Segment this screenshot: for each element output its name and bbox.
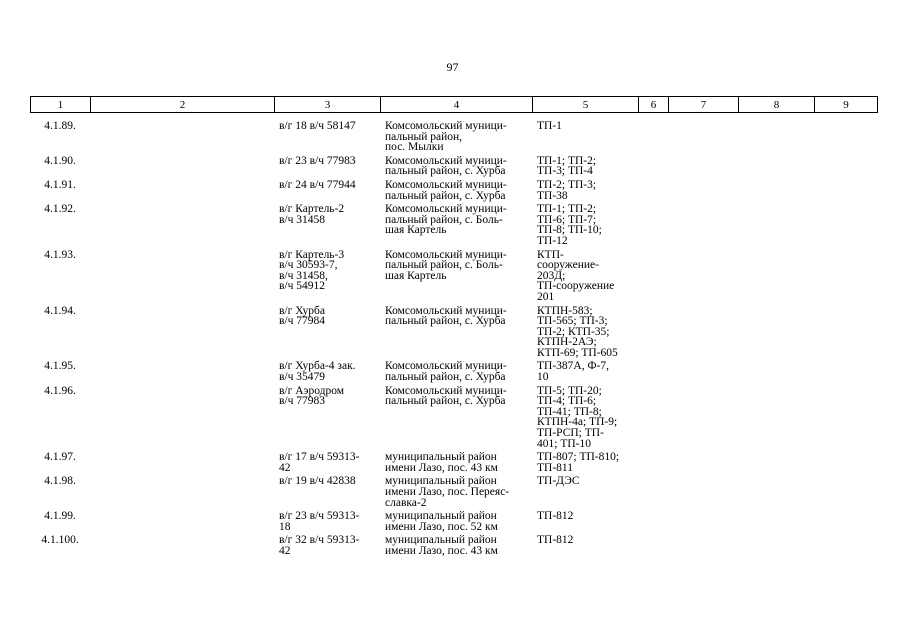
table-row — [30, 532, 877, 556]
transformer-substations-text: ТП-812 — [537, 534, 574, 547]
row-number-text: 4.1.89. — [44, 120, 76, 132]
cell-col-9 — [814, 358, 877, 382]
military-unit — [274, 177, 380, 201]
cell-col-8 — [738, 473, 814, 508]
location — [380, 473, 532, 508]
cell-col-9 — [814, 473, 877, 508]
row-number — [30, 118, 90, 153]
cell-col-8 — [738, 247, 814, 303]
location-text: муниципальный район имени Лазо, пос. Переяс- славка-2 — [385, 475, 510, 509]
location — [380, 358, 532, 382]
transformer-substations — [532, 303, 638, 359]
row-number — [30, 383, 90, 450]
row-number — [30, 473, 90, 508]
cell-col-2 — [90, 532, 274, 556]
transformer-substations — [532, 508, 638, 532]
row-number — [30, 358, 90, 382]
header-col-7: 7 — [669, 97, 739, 113]
location — [380, 303, 532, 359]
location — [380, 383, 532, 450]
row-number-text: 4.1.99. — [44, 510, 76, 523]
cell-col-9 — [814, 303, 877, 359]
row-number — [30, 449, 90, 473]
location — [380, 247, 532, 303]
transformer-substations-text: ТП-1; ТП-2; ТП-3; ТП-4 — [537, 154, 597, 178]
cell-col-7 — [668, 383, 738, 450]
header-col-8: 8 — [739, 97, 815, 113]
military-unit — [274, 532, 380, 556]
military-unit-text: в/г 19 в/ч 42838 — [279, 475, 356, 488]
cell-col-7 — [668, 247, 738, 303]
transformer-substations — [532, 473, 638, 508]
row-number-text: 4.1.91. — [44, 178, 76, 191]
cell-col-6 — [638, 118, 668, 153]
transformer-substations-text: ТП-387А, Ф-7, 10 — [537, 360, 610, 384]
transformer-substations-text: ТП-807; ТП-810; ТП-811 — [537, 451, 620, 474]
military-unit — [274, 153, 380, 177]
location — [380, 177, 532, 201]
location-text: муниципальный район имени Лазо, пос. 43 км — [385, 451, 498, 474]
cell-col-6 — [638, 358, 668, 382]
table-row — [30, 508, 877, 532]
transformer-substations-text: ТП-2; ТП-3; ТП-38 — [537, 178, 597, 202]
military-unit-text: в/г 24 в/ч 77944 — [279, 178, 356, 191]
cell-col-7 — [668, 201, 738, 246]
military-unit — [274, 358, 380, 382]
row-number-text: 4.1.100. — [41, 534, 79, 547]
cell-col-2 — [90, 118, 274, 153]
military-unit — [274, 473, 380, 508]
military-unit — [274, 201, 380, 246]
table-row — [30, 449, 877, 473]
row-number-text: 4.1.96. — [44, 384, 76, 397]
table-row — [30, 118, 877, 153]
cell-col-6 — [638, 473, 668, 508]
cell-col-9 — [814, 153, 877, 177]
cell-col-9 — [814, 532, 877, 556]
table-row — [30, 177, 877, 201]
location — [380, 449, 532, 473]
cell-col-8 — [738, 449, 814, 473]
row-number-text: 4.1.98. — [44, 475, 76, 488]
location-text: Комсомольский муници- пальный район, с. Боль- шая Картель — [385, 248, 507, 282]
transformer-substations — [532, 247, 638, 303]
military-unit-text: в/г Картель-3 в/ч 30593-7, в/ч 31458, в/ч 54912 — [279, 248, 345, 293]
military-unit-text: в/г Хурба в/ч 77984 — [279, 304, 326, 328]
header-col-2: 2 — [91, 97, 275, 113]
military-unit-text: в/г 23 в/ч 59313- 18 — [279, 510, 360, 533]
cell-col-2 — [90, 177, 274, 201]
cell-col-2 — [90, 358, 274, 382]
military-unit-text: в/г 32 в/ч 59313- 42 — [279, 534, 360, 557]
cell-col-8 — [738, 383, 814, 450]
cell-col-9 — [814, 118, 877, 153]
cell-col-7 — [668, 358, 738, 382]
transformer-substations — [532, 383, 638, 450]
table-row — [30, 153, 877, 177]
row-number-text: 4.1.92. — [44, 203, 76, 216]
table-row — [30, 358, 877, 382]
military-unit-text: в/г 18 в/ч 58147 — [279, 120, 356, 132]
transformer-substations — [532, 177, 638, 201]
military-unit-text: в/г 17 в/ч 59313- 42 — [279, 451, 360, 474]
cell-col-7 — [668, 532, 738, 556]
row-number — [30, 201, 90, 246]
military-unit-text: в/г Картель-2 в/ч 31458 — [279, 203, 345, 226]
transformer-substations — [532, 358, 638, 382]
cell-col-2 — [90, 201, 274, 246]
cell-col-6 — [638, 508, 668, 532]
cell-col-2 — [90, 303, 274, 359]
cell-col-8 — [738, 508, 814, 532]
location-text: Комсомольский муници- пальный район, с. Хурба — [385, 154, 507, 178]
military-unit — [274, 118, 380, 153]
location-text: Комсомольский муници- пальный район, с. Хурба — [385, 384, 507, 408]
header-col-9: 9 — [815, 97, 878, 113]
cell-col-8 — [738, 118, 814, 153]
transformer-substations — [532, 449, 638, 473]
cell-col-7 — [668, 303, 738, 359]
row-number — [30, 508, 90, 532]
cell-col-8 — [738, 303, 814, 359]
cell-col-9 — [814, 247, 877, 303]
row-number — [30, 303, 90, 359]
location — [380, 508, 532, 532]
transformer-substations — [532, 118, 638, 153]
row-number-text: 4.1.95. — [44, 360, 76, 373]
cell-col-6 — [638, 177, 668, 201]
table-row — [30, 303, 877, 359]
cell-col-9 — [814, 177, 877, 201]
cell-col-6 — [638, 449, 668, 473]
cell-col-8 — [738, 532, 814, 556]
transformer-substations-text: ТП-5; ТП-20; ТП-4; ТП-6; ТП-41; ТП-8; КТПН-4а; ТП-9; ТП-РСП; ТП- 401; ТП-10 — [537, 384, 618, 450]
location — [380, 118, 532, 153]
row-number-text: 4.1.94. — [44, 304, 76, 317]
row-number-text: 4.1.90. — [44, 154, 76, 167]
cell-col-2 — [90, 383, 274, 450]
location-text: Комсомольский муници- пальный район, с. Хурба — [385, 178, 507, 202]
cell-col-7 — [668, 177, 738, 201]
row-number-text: 4.1.93. — [44, 248, 76, 261]
transformer-substations-text: ТП-ДЭС — [537, 475, 580, 488]
table-header — [30, 96, 878, 113]
header-col-5: 5 — [533, 97, 639, 113]
cell-col-6 — [638, 247, 668, 303]
transformer-substations-text: ТП-812 — [537, 510, 574, 523]
cell-col-9 — [814, 383, 877, 450]
transformer-substations-text: ТП-1; ТП-2; ТП-6; ТП-7; ТП-8; ТП-10; ТП-12 — [537, 203, 602, 247]
location — [380, 532, 532, 556]
cell-col-2 — [90, 153, 274, 177]
military-unit-text: в/г 23 в/ч 77983 — [279, 154, 356, 167]
row-number — [30, 532, 90, 556]
cell-col-7 — [668, 118, 738, 153]
cell-col-8 — [738, 201, 814, 246]
cell-col-9 — [814, 449, 877, 473]
header-col-3: 3 — [275, 97, 381, 113]
location-text: Комсомольский муници- пальный район, с. Хурба — [385, 360, 507, 384]
row-number — [30, 247, 90, 303]
military-unit — [274, 303, 380, 359]
cell-col-8 — [738, 153, 814, 177]
cell-col-6 — [638, 201, 668, 246]
header-col-1: 1 — [31, 97, 91, 113]
location-text: Комсомольский муници- пальный район, с. Боль- шая Картель — [385, 203, 507, 237]
row-number-text: 4.1.97. — [44, 451, 76, 464]
transformer-substations-text: ТП-1 — [537, 120, 562, 132]
military-unit-text: в/г Хурба-4 зак. в/ч 35479 — [279, 360, 356, 384]
military-unit — [274, 508, 380, 532]
cell-col-8 — [738, 358, 814, 382]
cell-col-7 — [668, 153, 738, 177]
cell-col-2 — [90, 473, 274, 508]
military-unit — [274, 247, 380, 303]
cell-col-6 — [638, 303, 668, 359]
location-text: муниципальный район имени Лазо, пос. 52 км — [385, 510, 498, 533]
table-body — [30, 118, 877, 557]
cell-col-2 — [90, 247, 274, 303]
transformer-substations-text: КТПН-583; ТП-565; ТП-3; ТП-2; КТП-35; КТПН-2АЭ; КТП-69; ТП-605 — [537, 304, 618, 359]
location — [380, 201, 532, 246]
cell-col-7 — [668, 508, 738, 532]
table-row — [30, 247, 877, 303]
cell-col-2 — [90, 508, 274, 532]
row-number — [30, 177, 90, 201]
location-text: муниципальный район имени Лазо, пос. 43 км — [385, 534, 498, 557]
cell-col-7 — [668, 449, 738, 473]
location-text: Комсомольский муници- пальный район, с. Хурба — [385, 304, 507, 328]
table-row — [30, 383, 877, 450]
header-col-4: 4 — [381, 97, 533, 113]
cell-col-6 — [638, 532, 668, 556]
military-unit-text: в/г Аэродром в/ч 77983 — [279, 384, 345, 408]
transformer-substations — [532, 153, 638, 177]
cell-col-7 — [668, 473, 738, 508]
transformer-substations — [532, 201, 638, 246]
transformer-substations — [532, 532, 638, 556]
cell-col-6 — [638, 383, 668, 450]
cell-col-2 — [90, 449, 274, 473]
location — [380, 153, 532, 177]
cell-col-6 — [638, 153, 668, 177]
military-unit — [274, 449, 380, 473]
row-number — [30, 153, 90, 177]
table-row — [30, 201, 877, 246]
cell-col-8 — [738, 177, 814, 201]
table-row — [30, 473, 877, 508]
military-unit — [274, 383, 380, 450]
transformer-substations-text: КТП- сооружение- 203Д; ТП-сооружение 201 — [537, 248, 615, 303]
cell-col-9 — [814, 508, 877, 532]
header-col-6: 6 — [639, 97, 669, 113]
cell-col-9 — [814, 201, 877, 246]
location-text: Комсомольский муници- пальный район, пос. Мылки — [385, 120, 507, 154]
page-number: 97 — [446, 60, 459, 74]
